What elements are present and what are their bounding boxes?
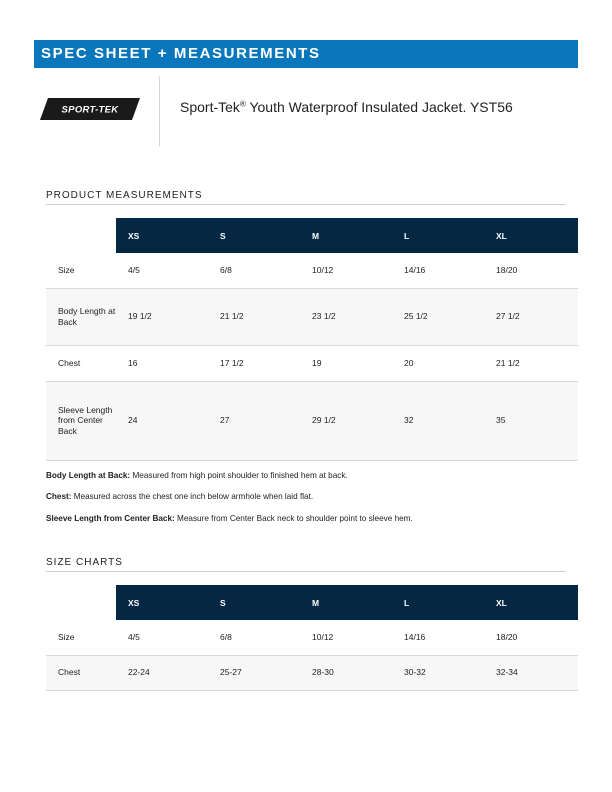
table-cell: 16 (116, 345, 208, 381)
table-header-row (46, 585, 578, 620)
table-cell: 23 1/2 (300, 288, 392, 345)
table-cell: 6/8 (208, 620, 300, 655)
size-header-xl: XL (484, 585, 578, 620)
table-cell: 21 1/2 (484, 345, 578, 381)
table-cell: 21 1/2 (208, 288, 300, 345)
product-measurements-heading: PRODUCT MEASUREMENTS (46, 190, 566, 205)
product-measurements-table (46, 218, 578, 461)
row-label: Body Length at Back (46, 288, 116, 345)
table-header-row (46, 218, 578, 253)
size-header-m: M (300, 585, 392, 620)
table-cell: 29 1/2 (300, 381, 392, 460)
header-blank-cell (46, 585, 116, 620)
row-label: Size (46, 253, 116, 288)
table-cell: 25-27 (208, 655, 300, 690)
table-row (46, 655, 578, 690)
product-name: Youth Waterproof Insulated Jacket. YST56 (245, 99, 513, 115)
table-cell: 19 (300, 345, 392, 381)
spec-sheet-banner (34, 40, 578, 68)
table-cell: 20 (392, 345, 484, 381)
table-row (46, 253, 578, 288)
row-label: Sleeve Length from Center Back (46, 381, 116, 460)
table-row (46, 620, 578, 655)
table-cell: 18/20 (484, 253, 578, 288)
size-header-xs: XS (116, 218, 208, 253)
sport-tek-logo (40, 98, 140, 120)
size-header-s: S (208, 585, 300, 620)
table-cell: 18/20 (484, 620, 578, 655)
size-header-m: M (300, 218, 392, 253)
size-header-l: L (392, 218, 484, 253)
table-cell: 24 (116, 381, 208, 460)
note-text: Measure from Center Back neck to shoulder point to sleeve hem. (174, 514, 413, 523)
table-cell: 19 1/2 (116, 288, 208, 345)
size-header-xs: XS (116, 585, 208, 620)
note-sleeve-length (46, 514, 413, 523)
header-divider (159, 76, 160, 146)
row-label: Chest (46, 655, 116, 690)
note-text: Measured from high point shoulder to finished hem at back. (130, 471, 348, 480)
table-cell: 35 (484, 381, 578, 460)
row-label: Chest (46, 345, 116, 381)
note-term: Chest: (46, 492, 72, 501)
table-cell: 30-32 (392, 655, 484, 690)
table-cell: 4/5 (116, 620, 208, 655)
table-cell: 6/8 (208, 253, 300, 288)
table-cell: 10/12 (300, 253, 392, 288)
table-cell: 27 (208, 381, 300, 460)
note-body-length (46, 471, 348, 480)
table-cell: 27 1/2 (484, 288, 578, 345)
note-chest (46, 492, 313, 501)
table-cell: 25 1/2 (392, 288, 484, 345)
size-charts-heading: SIZE CHARTS (46, 557, 566, 572)
note-term: Body Length at Back: (46, 471, 131, 480)
note-term: Sleeve Length from Center Back: (46, 514, 175, 523)
sport-tek-logo-mark (40, 98, 140, 120)
table-cell: 4/5 (116, 253, 208, 288)
size-header-l: L (392, 585, 484, 620)
table-row (46, 288, 578, 345)
row-label: Size (46, 620, 116, 655)
banner-title: SPEC SHEET + MEASUREMENTS (41, 45, 321, 62)
size-charts-table (46, 585, 578, 691)
table-cell: 17 1/2 (208, 345, 300, 381)
note-text: Measured across the chest one inch below armhole when laid flat. (71, 492, 314, 501)
table-cell: 22-24 (116, 655, 208, 690)
size-header-xl: XL (484, 218, 578, 253)
table-cell: 32-34 (484, 655, 578, 690)
table-row (46, 381, 578, 460)
table-row (46, 345, 578, 381)
logo-text: SPORT-TEK (61, 104, 119, 116)
table-cell: 32 (392, 381, 484, 460)
table-cell: 28-30 (300, 655, 392, 690)
product-title (180, 99, 513, 115)
product-brand: Sport-Tek (180, 99, 240, 115)
table-cell: 14/16 (392, 253, 484, 288)
table-cell: 14/16 (392, 620, 484, 655)
registered-mark: ® (239, 99, 246, 109)
size-header-s: S (208, 218, 300, 253)
table-cell: 10/12 (300, 620, 392, 655)
header-blank-cell (46, 218, 116, 253)
